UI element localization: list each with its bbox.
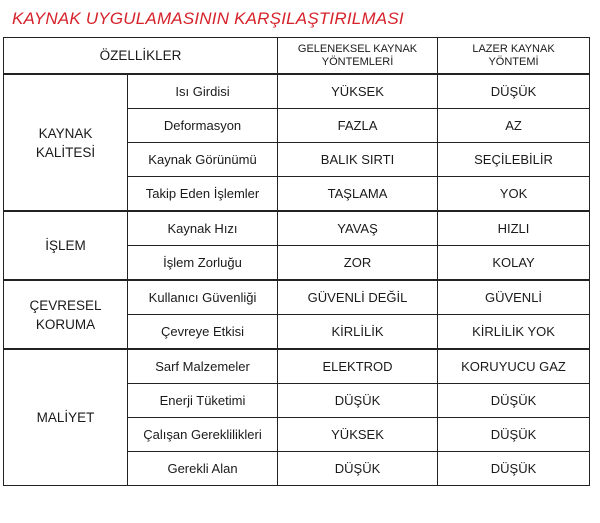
table-row: [4, 280, 590, 315]
table-header-row: [4, 38, 590, 75]
traditional-value: GÜVENLİ DEĞİL: [278, 280, 438, 315]
traditional-value: ELEKTROD: [278, 349, 438, 384]
feature-cell: Enerji Tüketimi: [128, 384, 278, 418]
feature-cell: Isı Girdisi: [128, 74, 278, 109]
laser-value: KOLAY: [438, 246, 590, 281]
feature-cell: Gerekli Alan: [128, 452, 278, 486]
comparison-table: [3, 37, 590, 486]
category-cell: [4, 349, 128, 486]
category-cell: [4, 74, 128, 211]
laser-value: HIZLI: [438, 211, 590, 246]
traditional-value: YÜKSEK: [278, 74, 438, 109]
category-label-line: KALİTESİ: [35, 144, 96, 160]
laser-value: DÜŞÜK: [438, 74, 590, 109]
table-row: [4, 74, 590, 109]
feature-cell: Deformasyon: [128, 109, 278, 143]
header-traditional-line: YÖNTEMLERİ: [321, 55, 394, 68]
feature-cell: Kullanıcı Güvenliği: [128, 280, 278, 315]
feature-cell: Çalışan Gereklilikleri: [128, 418, 278, 452]
laser-value: DÜŞÜK: [438, 418, 590, 452]
feature-cell: İşlem Zorluğu: [128, 246, 278, 281]
header-laser: [438, 38, 590, 75]
category-cell: [4, 211, 128, 280]
header-traditional: [278, 38, 438, 75]
laser-value: SEÇİLEBİLİR: [438, 143, 590, 177]
laser-value: KORUYUCU GAZ: [438, 349, 590, 384]
feature-cell: Kaynak Görünümü: [128, 143, 278, 177]
category-cell: [4, 280, 128, 349]
feature-cell: Kaynak Hızı: [128, 211, 278, 246]
category-label-line: KAYNAK: [38, 125, 93, 141]
feature-cell: Çevreye Etkisi: [128, 315, 278, 350]
table-row: [4, 211, 590, 246]
header-laser-line: LAZER KAYNAK: [472, 42, 555, 55]
traditional-value: FAZLA: [278, 109, 438, 143]
feature-cell: Takip Eden İşlemler: [128, 177, 278, 212]
feature-cell: Sarf Malzemeler: [128, 349, 278, 384]
header-traditional-line: GELENEKSEL KAYNAK: [297, 42, 418, 55]
category-label-line: ÇEVRESEL: [29, 297, 102, 313]
laser-value: KİRLİLİK YOK: [438, 315, 590, 350]
laser-value: DÜŞÜK: [438, 452, 590, 486]
traditional-value: DÜŞÜK: [278, 452, 438, 486]
traditional-value: DÜŞÜK: [278, 384, 438, 418]
header-laser-line: YÖNTEMİ: [488, 55, 539, 68]
traditional-value: YÜKSEK: [278, 418, 438, 452]
category-label-line: İŞLEM: [45, 238, 86, 253]
category-label-line: MALİYET: [36, 410, 95, 425]
traditional-value: TAŞLAMA: [278, 177, 438, 212]
traditional-value: ZOR: [278, 246, 438, 281]
header-features: ÖZELLİKLER: [4, 38, 278, 75]
traditional-value: KİRLİLİK: [278, 315, 438, 350]
laser-value: GÜVENLİ: [438, 280, 590, 315]
table-row: [4, 349, 590, 384]
page-title: KAYNAK UYGULAMASININ KARŞILAŞTIRILMASI: [12, 9, 404, 28]
traditional-value: YAVAŞ: [278, 211, 438, 246]
traditional-value: BALIK SIRTI: [278, 143, 438, 177]
category-label-line: KORUMA: [35, 316, 96, 332]
laser-value: YOK: [438, 177, 590, 212]
laser-value: DÜŞÜK: [438, 384, 590, 418]
laser-value: AZ: [438, 109, 590, 143]
